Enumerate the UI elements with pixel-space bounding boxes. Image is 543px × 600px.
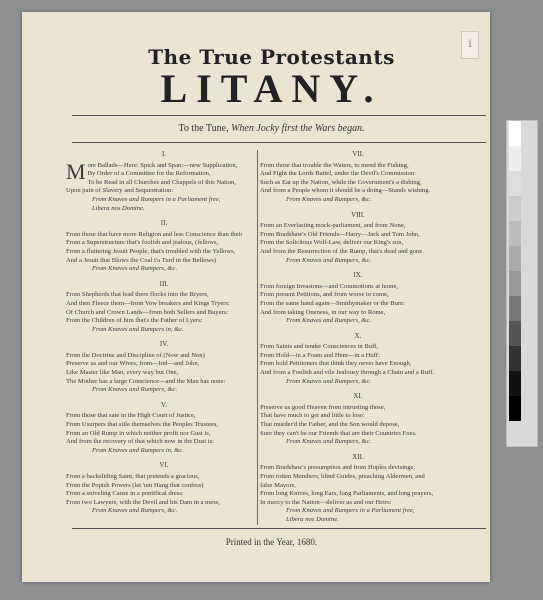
verse-line: From a Superstructure that's foolish and jealous, (fellows, [66,239,219,247]
stanza [260,271,456,326]
refrain-line: Libera nos Domine. [92,204,145,212]
verse-line: And then Fleece them—from Vow breakers and Kings Tryers: [66,299,230,307]
stanza-number: I. [161,150,167,158]
stanza-number: XII. [352,452,364,461]
refrain-line: From Knaves and Rumpers, &c. [92,386,178,394]
refrain-line: From Knaves and Rumpers in a Parliament free, [286,507,415,515]
refrain-line: From Knaves and Rumpers in a Parliament free, [92,195,221,203]
refrain-line: From Knaves and Rumpers, &c. [286,438,372,446]
verse-line: Preserve us good Heaven from intrusting those, [260,403,386,411]
printed-line: Printed in the Year, 1680. [225,537,318,547]
stanza-number: VII. [352,150,364,158]
verse-line: In mercy to the Nation—deliver us and our Heirs: [260,498,392,506]
verse-line: And Fight the Lords Battel, under the Devil's Commission: [260,170,416,178]
verse-line: From the Doctrine and Discipline of (Now and Non) [66,351,205,359]
stanza-number: II. [160,219,168,228]
verse-line: From Bradshaw's Old Friends—Harry—Jack and Tom John, [260,230,420,238]
verse-line: From two Lawyers, with the Devil and his Dam in a mess, [66,498,221,506]
verse-line: From the Children of him that's the Father of Lyers: [66,317,203,325]
verse-line: That have much to get and little to lose: [260,412,365,420]
verse-line: From an Old Rump in which neither profit nor Gust is, [66,429,211,437]
verse-line: Sure they can't be our Friends that are their Countries Foes. [260,429,417,437]
verse-line: From bold Petitioners that think they never have Enough, [260,360,412,368]
refrain-line: From Knaves and Rumpers, &c. [92,507,178,515]
verse-line: From Usurpers that stile themselves the Peoples Trustees, [66,421,219,429]
verse-line: From an Everlasting mock-parliament, and from None, [260,222,406,230]
stanza-number: VIII. [351,210,365,219]
verse-line: false Mayors, [260,481,296,489]
stanza [260,392,456,447]
verse-line: From the same hand again—Smithymaker or the Bum: [260,299,405,307]
stanza-number: III. [159,279,169,288]
stanza [66,401,262,456]
verse-line: Of Church and Crown Lands—from both Sellers and Buyers: [66,308,229,316]
stanza [66,150,262,213]
verse-line: From those that sate in the High Court of Justice, [66,412,196,420]
tune-line [0,123,543,134]
refrain-line: From Knaves and Rumpers in, &c. [92,446,184,454]
stanza [260,332,456,387]
verse-line: Like Master like Man, every way but One, [66,369,179,377]
verse-line: From those that have more Religion and less Conscience than their [66,230,243,238]
left-column [66,150,262,522]
verse-line: The Mother has a large Conscience—and the Man has none: [66,377,226,385]
color-scale-strip [506,120,538,447]
rule-bottom [72,528,486,529]
refrain-line: From Knaves and Rumpers, &c. [286,256,372,264]
stanza-number: IV. [159,340,169,349]
verse-line: And from a Foolish and vile Jealousy through a Chain and a Ruff. [260,369,435,377]
verse-line: From present Petitions, and from worse to come, [260,291,389,299]
verse-line: From the Solicitous Wolf-Law, deliver our King's son, [260,239,404,247]
verse-line: From the Popish Powers (let 'um Hang that confess) [66,481,204,489]
verse-line: And from the Resurrection of the Rump, that's dead and gone. [260,247,424,255]
refrain-line: Libera nos Domine. [286,515,339,523]
verse-line: Preserve us and our Wives, from—Ind—and John, [66,360,200,368]
stanza-number: V. [161,400,167,409]
verse-line: From Shepherds that lead there flocks into the Bryers, [66,291,209,299]
rule-top [72,115,486,116]
refrain-line: From Knaves and Rumpers, &c. [92,265,178,273]
stanza-number: XI. [353,392,363,401]
title-large: LITANY. [160,66,383,111]
verse-line: Upon pain of Slavery and Sequestration: [66,187,174,195]
title-small: The True Protestants [148,45,395,69]
stanza [66,461,262,516]
drop-cap: M [66,158,86,184]
verse-line: From Bradshaw's presumption and from Hoples devisings; [260,464,416,472]
refrain-line: From Knaves and Rumpers in, &c. [92,325,184,333]
stanza [260,453,456,525]
rule-mid [72,142,486,143]
verse-line: To be Read in all Churches and Chappels of this Nation, [87,178,236,186]
stanza-number: X. [354,331,362,340]
stanza-number: VI. [159,461,169,470]
verse-line: And from taking Oneness, in our way to Rome, [260,308,386,316]
verse-line: From rotten Members, blind Guides, preaching Aldermen, and [260,473,425,480]
stanza-number: IX. [353,271,363,280]
refrain-line: From Knaves and Rumpers, &c. [286,195,372,203]
verse-line: From a fluttering Jesuit People, that's troubled with the Yellows, [66,247,236,255]
column-divider [257,150,258,525]
verse-line: From long Knives, long Ears, long Parliaments, and long prayers, [260,490,434,498]
verse-line: And a Jesuit that Blows the Coal t'a Turd in the Bellows) [66,256,217,264]
verse-line: That murder'd the Father, and the Son would depose, [260,421,400,429]
verse-line: And from a People whom it should be a doing—Stands wishing. [260,187,431,195]
stanza [260,150,456,205]
tune-prefix: To the Tune, [178,123,232,134]
verse-line: From those that trouble the Waters, to mend the Fishing, [260,161,409,169]
verse-line: From a backsliding Saint, that pretends a gracious, [66,473,200,480]
stanza [66,219,262,274]
verse-line: Such as Eat up the Nation, while the Government's a dishing, [260,178,422,186]
verse-line: And from the recovery of that which now in the Dust is: [66,438,215,446]
stanza [66,340,262,395]
verse-line: By Order of a Committee for the Reformation, [87,170,211,178]
refrain-line: From Knaves and Rumpers, &c. [286,377,372,385]
right-column [260,150,456,531]
verse-line: From Hold—in a Foam and Hem—in a Huff: [260,351,380,359]
verse-line: From foreign Invasions—and Commotions at home, [260,282,399,290]
verse-line: From a sniveling Cause in a pontifical dress: [66,490,184,498]
refrain-line: From Knaves and Rumpers, &c. [286,317,372,325]
verse-line: From Saints and tender Consciences in Buff, [260,343,378,351]
verse-line: ore Ballads—Here: Spick and Span:—new Supplication, [87,161,238,169]
tune-title: When Jocky first the Wars began. [231,123,365,134]
stanza [66,280,262,335]
corner-tab: i [461,31,479,59]
stanza [260,211,456,266]
